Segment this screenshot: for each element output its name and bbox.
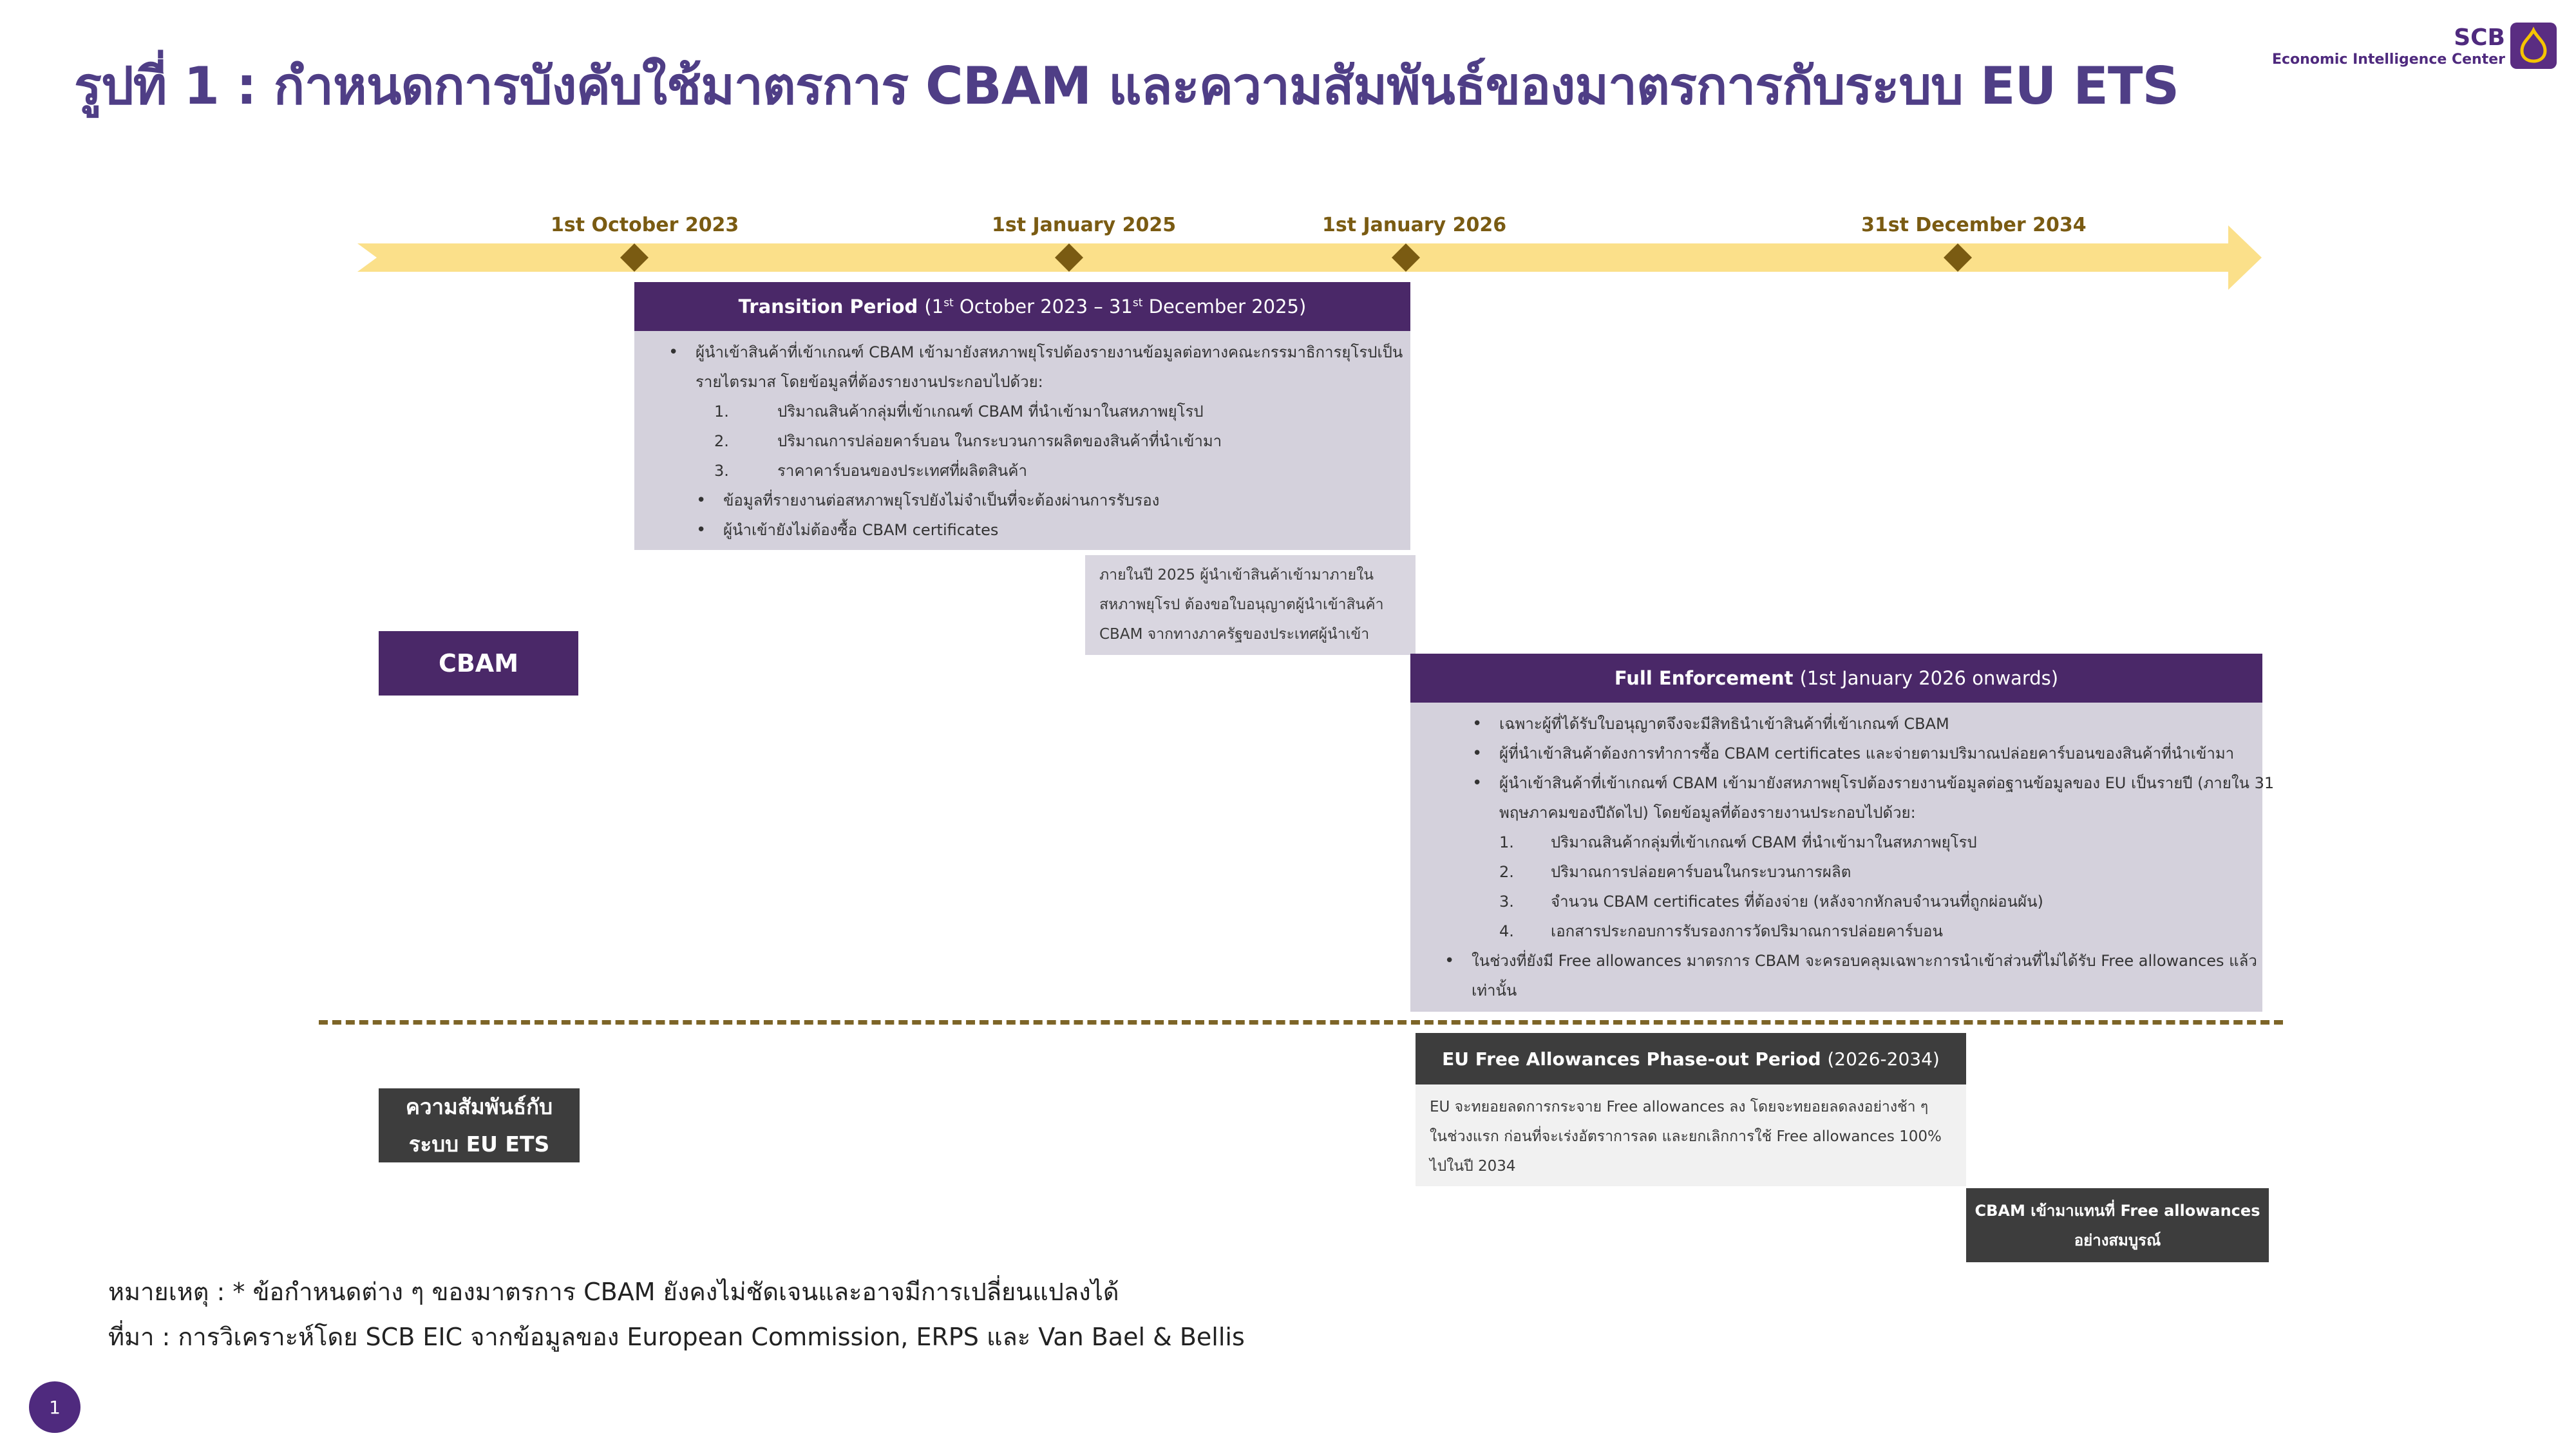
- transition-subitem: 1. ปริมาณสินค้ากลุ่มที่เข้าเกณฑ์ CBAM ที่นำเข้ามาในสหภาพยุโรป: [714, 402, 1204, 421]
- eu-ets-label-line: ระบบ EU ETS: [408, 1131, 550, 1157]
- full-enforcement-item: • ในช่วงที่ยังมี Free allowances มาตรการ CBAM จะครอบคลุมเฉพาะการนำเข้าส่วนที่ไม่ได้รับ Free allowances แล้ว: [1472, 946, 2262, 976]
- page-title: รูปที่ 1 : กำหนดการบังคับใช้มาตรการ CBAM และความสัมพันธ์ของมาตรการกับระบบ EU ETS: [74, 56, 2179, 116]
- timeline-date-label: 1st October 2023: [551, 214, 739, 236]
- cbam-replaces-line: อย่างสมบูรณ์: [2074, 1231, 2161, 1249]
- cbam-replaces-box: [1966, 1188, 2269, 1262]
- free-allowances-title: EU Free Allowances Phase-out Period: [1442, 1048, 1821, 1070]
- logo-subtitle: Economic Intelligence Center: [2271, 52, 2505, 68]
- free-allowances-range: (2026-2034): [1827, 1048, 1940, 1070]
- full-enforcement-range: (1st January 2026 onwards): [1799, 667, 2059, 689]
- source-note: ที่มา : การวิเคราะห์โดย SCB EIC จากข้อมูลของ European Commission, ERPS และ Van Bael & Bellis: [108, 1323, 1245, 1351]
- full-enforcement-header: [1410, 654, 2262, 703]
- eu-ets-row-label: [379, 1088, 580, 1162]
- license-note-line: CBAM จากทางภาครัฐของประเทศผู้นำเข้า: [1099, 626, 1370, 643]
- transition-period-body: [634, 331, 1410, 550]
- transition-range: (1st October 2023 – 31st December 2025): [924, 296, 1307, 317]
- full-enforcement-title: Full Enforcement: [1614, 667, 1794, 689]
- free-allowances-line: EU จะทยอยลดการกระจาย Free allowances ลง โดยจะทยอยลดลงอย่างช้า ๆ: [1430, 1099, 1929, 1115]
- transition-period-header: [634, 282, 1410, 331]
- full-enforcement-body: [1410, 703, 2275, 1012]
- transition-item: รายไตรมาส โดยข้อมูลที่ต้องรายงานประกอบไปด้วย:: [696, 373, 1043, 391]
- free-allowances-line: ในช่วงแรก ก่อนที่จะเร่งอัตราการลด และยกเลิกการใช้ Free allowances 100%: [1430, 1128, 1942, 1145]
- footnote: หมายเหตุ : * ข้อกำหนดต่าง ๆ ของมาตรการ CBAM ยังคงไม่ชัดเจนและอาจมีการเปลี่ยนแปลงได้: [108, 1278, 1119, 1306]
- full-enforcement-subitem: 2. ปริมาณการปล่อยคาร์บอนในกระบวนการผลิต: [1499, 863, 1852, 881]
- timeline-date-label: 1st January 2026: [1322, 214, 1507, 236]
- free-allowances-header: [1416, 1033, 1966, 1084]
- transition-item: • ผู้นำเข้าสินค้าที่เข้าเกณฑ์ CBAM เข้ามายังสหภาพยุโรปต้องรายงานข้อมูลต่อทางคณะกรรมาธิการยุโรปเป็น: [696, 337, 1410, 367]
- license-note-line: สหภาพยุโรป ต้องขอใบอนุญาตผู้นำเข้าสินค้า: [1099, 596, 1384, 613]
- full-enforcement-item: • ผู้ที่นำเข้าสินค้าต้องการทำการซื้อ CBAM certificates และจ่ายตามปริมาณปล่อยคาร์บอนของสินค้าที่นำเข้ามา: [1499, 739, 2262, 768]
- license-note-box: [1085, 555, 1416, 655]
- license-note-line: ภายในปี 2025 ผู้นำเข้าสินค้าเข้ามาภายใน: [1099, 567, 1374, 583]
- full-enforcement-item: • เฉพาะผู้ที่ได้รับใบอนุญาตจึงจะมีสิทธินำเข้าสินค้าที่เข้าเกณฑ์ CBAM: [1499, 709, 2262, 739]
- section-divider: [319, 1020, 2283, 1025]
- transition-subitem: 2. ปริมาณการปล่อยคาร์บอน ในกระบวนการผลิตของสินค้าที่นำเข้ามา: [714, 432, 1222, 450]
- page-number: 1: [29, 1381, 80, 1433]
- transition-subitem: 3. ราคาคาร์บอนของประเทศที่ผลิตสินค้า: [714, 462, 1027, 480]
- full-enforcement-subitem: 3. จำนวน CBAM certificates ที่ต้องจ่าย (หลังจากหักลบจำนวนที่ถูกผ่อนผัน): [1499, 893, 2043, 911]
- timeline-date-label: 1st January 2025: [992, 214, 1177, 236]
- full-enforcement-item: พฤษภาคมของปีถัดไป) โดยข้อมูลที่ต้องรายงานประกอบไปด้วย:: [1499, 804, 1916, 822]
- timeline-date-label: 31st December 2034: [1861, 214, 2087, 236]
- full-enforcement-subitem: 1. ปริมาณสินค้ากลุ่มที่เข้าเกณฑ์ CBAM ที่นำเข้ามาในสหภาพยุโรป: [1499, 833, 1977, 851]
- cbam-row-label: CBAM: [379, 631, 578, 696]
- transition-item: • ผู้นำเข้ายังไม่ต้องซื้อ CBAM certificates: [723, 515, 1410, 545]
- full-enforcement-subitem: 4. เอกสารประกอบการรับรองการวัดปริมาณการปล่อยคาร์บอน: [1499, 922, 1943, 940]
- eu-ets-label-line: ความสัมพันธ์กับ: [405, 1094, 553, 1119]
- free-allowances-body: [1416, 1084, 1966, 1186]
- full-enforcement-item: • ผู้นำเข้าสินค้าที่เข้าเกณฑ์ CBAM เข้ามายังสหภาพยุโรปต้องรายงานข้อมูลต่อฐานข้อมูลของ EU เป็นรายปี (ภายใน 31: [1499, 768, 2262, 798]
- cbam-replaces-line: CBAM เข้ามาแทนที่ Free allowances: [1975, 1201, 2260, 1220]
- transition-title: Transition Period: [738, 296, 918, 317]
- logo-brand: SCB: [2454, 24, 2505, 51]
- transition-item: • ข้อมูลที่รายงานต่อสหภาพยุโรปยังไม่จำเป็นที่จะต้องผ่านการรับรอง: [723, 486, 1410, 515]
- free-allowances-line: ไปในปี 2034: [1430, 1158, 1516, 1175]
- full-enforcement-item: เท่านั้น: [1472, 981, 1517, 999]
- timeline-arrow: [0, 0, 2576, 322]
